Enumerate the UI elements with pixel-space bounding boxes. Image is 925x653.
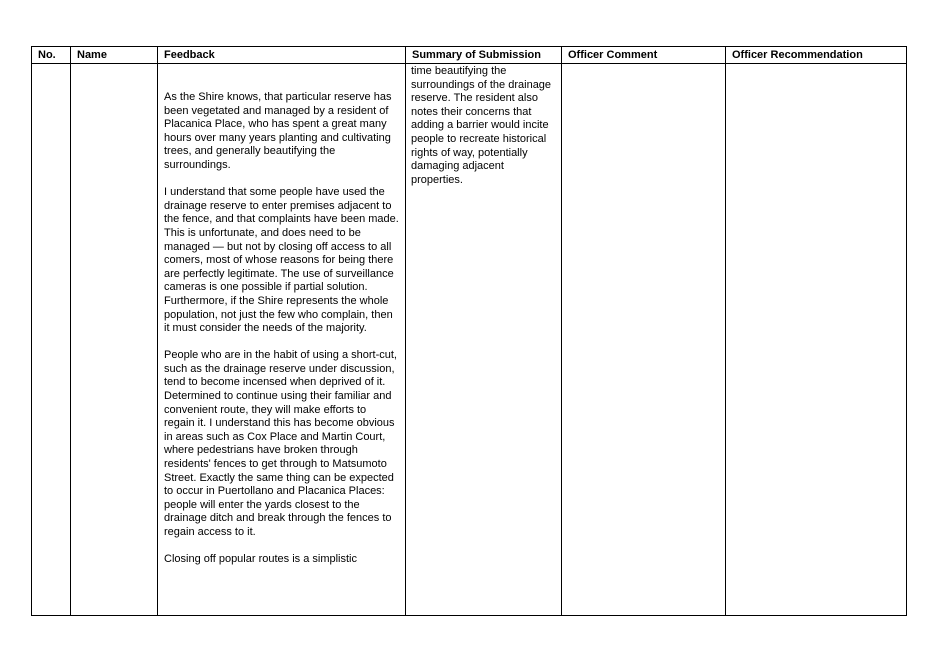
table-header-row	[32, 47, 907, 64]
header-no: No.	[32, 47, 71, 64]
header-feedback: Feedback	[158, 47, 406, 64]
feedback-paragraph: Closing off popular routes is a simplistic	[164, 553, 357, 566]
feedback-paragraph: As the Shire knows, that particular reserve has been vegetated and managed by a resident of Placanica Place, who has spent a great many hours over many years planting and cultivating trees, and generally beautifying the surroundings.	[164, 91, 392, 171]
cell-officer-recommendation	[726, 64, 907, 616]
feedback-text	[158, 64, 405, 567]
header-name: Name	[71, 47, 158, 64]
feedback-paragraph: I understand that some people have used the drainage reserve to enter premises adjacent to the fence, and that complaints have been made. This is unfortunate, and does need to be managed — but not by closing off access to all comers, most of whose reasons for being there are perfectly legitimate. The use of surveillance cameras is one possible if partial solution. Furthermore, if the Shire represents the whole population, not just the few who complain, then it must consider the needs of the majority.	[164, 186, 399, 335]
cell-feedback	[158, 64, 406, 616]
header-officer-recommendation: Officer Recommendation	[726, 47, 907, 64]
submissions-table	[31, 46, 907, 616]
table-row	[32, 64, 907, 616]
cell-no	[32, 64, 71, 616]
cell-officer-comment	[562, 64, 726, 616]
feedback-paragraph: People who are in the habit of using a short-cut, such as the drainage reserve under discussion, tend to become incensed when deprived of it. Determined to continue using their familiar and convenient route, they will make efforts to regain it. I understand this has become obvious in areas such as Cox Place and Martin Court, where pedestrians have broken through residents' fences to get through to Matsumoto Street. Exactly the same thing can be expected to occur in Puertollano and Placanica Places: people will enter the yards closest to the drainage ditch and break through the fences to regain access to it.	[164, 349, 397, 538]
summary-text: time beautifying the surroundings of the drainage reserve. The resident also notes their concerns that adding a barrier would incite people to recreate historical rights of way, potentially damaging adjacent properties.	[411, 65, 552, 186]
header-summary: Summary of Submission	[406, 47, 562, 64]
cell-name	[71, 64, 158, 616]
header-officer-comment: Officer Comment	[562, 47, 726, 64]
submissions-table-page	[31, 46, 906, 616]
cell-summary	[406, 64, 562, 616]
